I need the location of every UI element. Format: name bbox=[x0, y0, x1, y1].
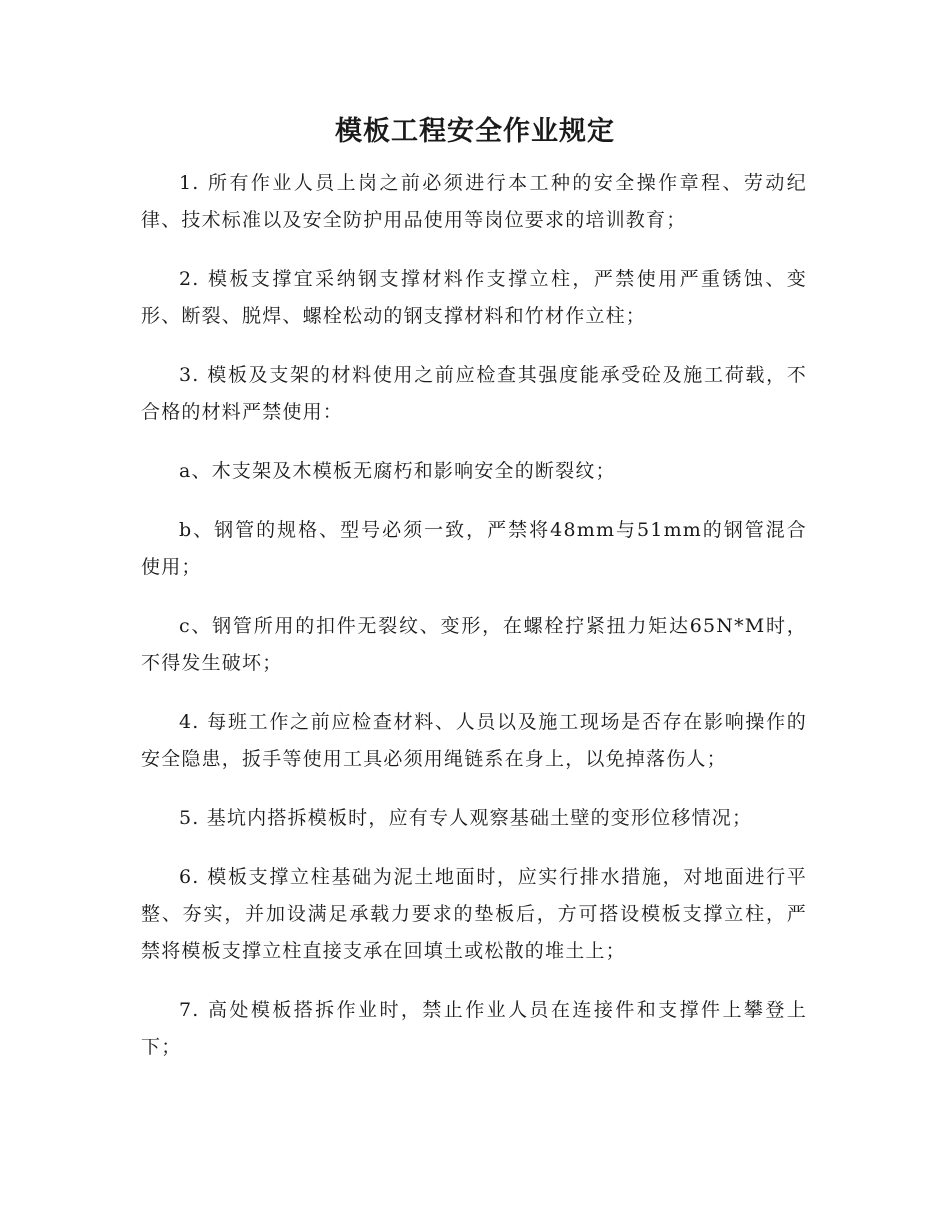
paragraph-rule-3: 3. 模板及支架的材料使用之前应检查其强度能承受砼及施工荷载，不合格的材料严禁使用： bbox=[141, 364, 807, 423]
document-body bbox=[141, 165, 807, 1088]
paragraph-rule-3a: a、木支架及木模板无腐朽和影响安全的断裂纹； bbox=[179, 460, 616, 482]
paragraph-rule-4: 4. 每班工作之前应检查材料、人员以及施工现场是否存在影响操作的安全隐患，扳手等使用工具必须用绳链系在身上，以免掉落伤人； bbox=[141, 711, 807, 770]
paragraph-rule-3c: c、钢管所用的扣件无裂纹、变形，在螺栓拧紧扭力矩达65N*M时，不得发生破坏； bbox=[141, 615, 807, 674]
paragraph-rule-6: 6. 模板支撑立柱基础为泥土地面时，应实行排水措施，对地面进行平整、夯实，并加设满足承载力要求的垫板后，方可搭设模板支撑立柱，严禁将模板支撑立柱直接支承在回填土或松散的堆土上； bbox=[141, 866, 807, 962]
paragraph-rule-3b: b、钢管的规格、型号必须一致，严禁将48mm与51mm的钢管混合使用； bbox=[141, 519, 807, 578]
paragraph-rule-7: 7. 高处模板搭拆作业时，禁止作业人员在连接件和支撑件上攀登上下； bbox=[141, 999, 807, 1058]
paragraph-rule-5: 5. 基坑内搭拆模板时，应有专人观察基础土壁的变形位移情况； bbox=[179, 807, 753, 829]
paragraph-rule-2: 2. 模板支撑宜采纳钢支撑材料作支撑立柱，严禁使用严重锈蚀、变形、断裂、脱焊、螺栓松动的钢支撑材料和竹材作立柱； bbox=[141, 268, 807, 327]
paragraph-rule-1: 1. 所有作业人员上岗之前必须进行本工种的安全操作章程、劳动纪律、技术标准以及安全防护用品使用等岗位要求的培训教育； bbox=[141, 172, 807, 231]
document-title: 模板工程安全作业规定 bbox=[335, 116, 615, 147]
